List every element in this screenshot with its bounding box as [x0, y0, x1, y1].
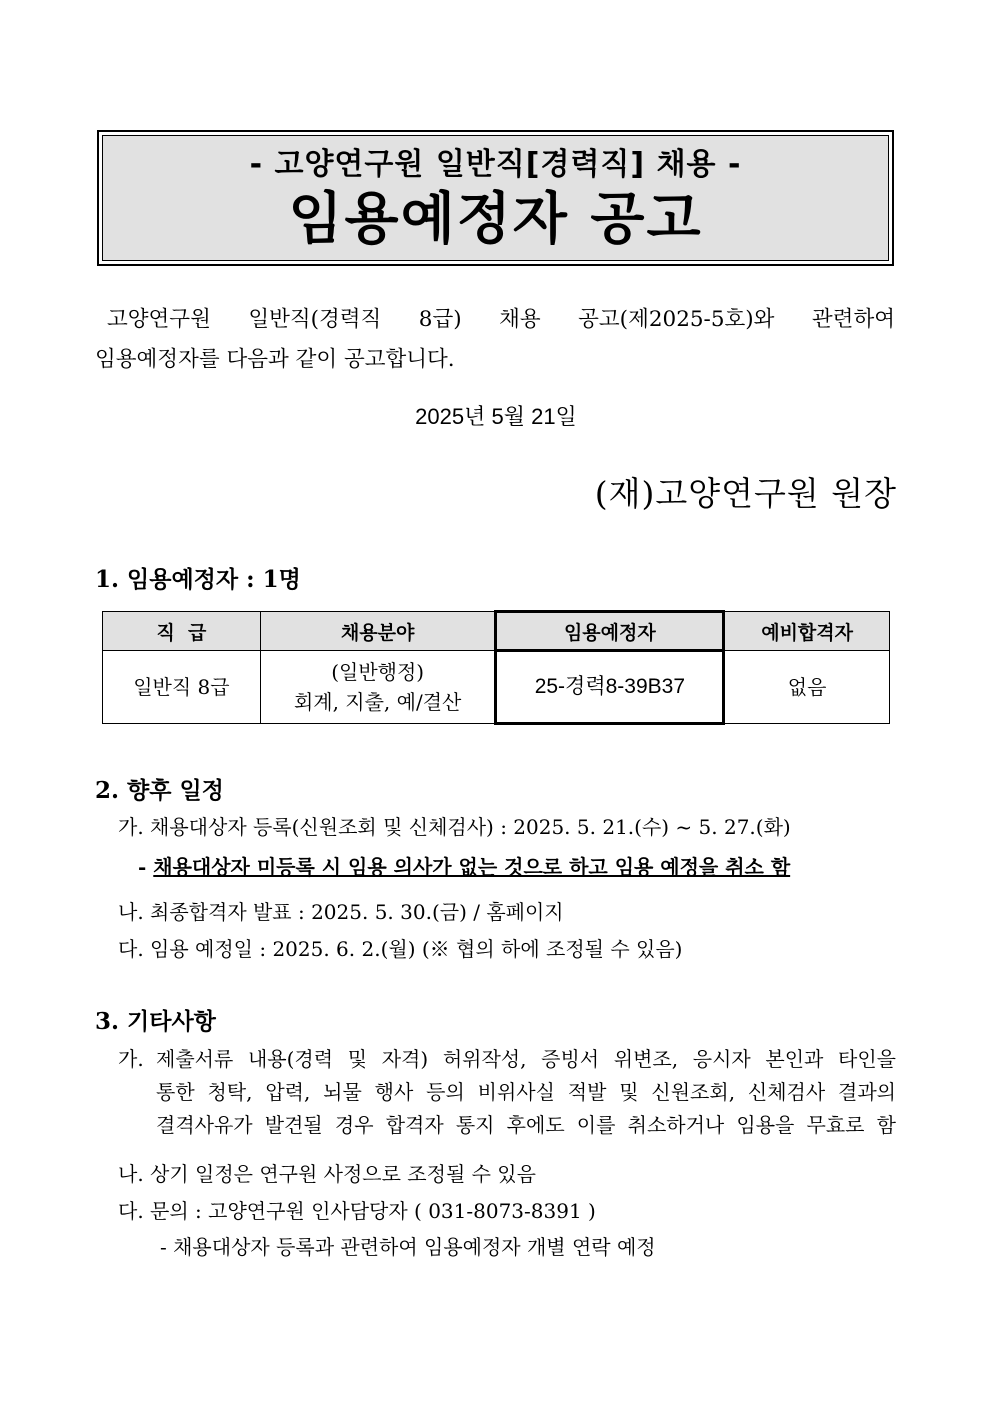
col-header-reserve: 예비합격자 — [724, 612, 890, 651]
title-box-inner — [102, 135, 889, 261]
section-3-heading: 3. 기타사항 — [95, 1008, 216, 1035]
appointee-table — [102, 610, 890, 725]
intro-line-1: 고양연구원 일반직(경력직 8급) 채용 공고(제2025-5호)와 관련하여 — [107, 307, 895, 332]
misc-item-a-line-3: 결격사유가 발견될 경우 합격자 통지 후에도 이를 취소하거나 임용을 무효로 함 — [156, 1113, 896, 1137]
notice-date: 2025년 5월 21일 — [415, 404, 577, 429]
schedule-item-b: 나. 최종합격자 발표 : 2025. 5. 30.(금) / 홈페이지 — [118, 900, 564, 924]
note-text: 채용대상자 미등록 시 임용 의사가 없는 것으로 하고 임용 예정을 취소 함 — [153, 855, 791, 879]
cell-appointee: 25-경력8-39B37 — [496, 651, 724, 724]
misc-item-a-body — [156, 1043, 896, 1142]
cell-grade: 일반직 8급 — [103, 651, 261, 724]
col-header-grade: 직 급 — [103, 612, 261, 651]
notice-subtitle: - 고양연구원 일반직[경력직] 채용 - — [249, 147, 742, 182]
schedule-item-c: 다. 임용 예정일 : 2025. 6. 2.(월) (※ 협의 하에 조정될 수 있음) — [118, 937, 683, 961]
misc-item-b: 나. 상기 일정은 연구원 사정으로 조정될 수 있음 — [118, 1162, 536, 1186]
misc-item-a-marker: 가. — [118, 1047, 144, 1071]
col-header-field: 채용분야 — [260, 612, 496, 651]
section-1-heading: 1. 임용예정자 : 1명 — [95, 566, 301, 593]
table-row — [103, 651, 890, 724]
misc-item-a-line-1: 제출서류 내용(경력 및 자격) 허위작성, 증빙서 위변조, 응시자 본인과 타인을 — [156, 1047, 896, 1071]
intro-line-2: 임용예정자를 다음과 같이 공고합니다. — [95, 347, 455, 372]
misc-item-c: 다. 문의 : 고양연구원 인사담당자 ( 031-8073-8391 ) — [118, 1199, 596, 1223]
signer: (재)고양연구원 원장 — [594, 474, 897, 513]
col-header-appointee: 임용예정자 — [496, 612, 724, 651]
cell-reserve: 없음 — [724, 651, 890, 724]
schedule-item-a: 가. 채용대상자 등록(신원조회 및 신체검사) : 2025. 5. 21.(수) ~ 5. 27.(화) — [118, 815, 791, 839]
section-2-heading: 2. 향후 일정 — [95, 777, 224, 804]
schedule-item-a-note — [138, 851, 790, 880]
table-header-row — [103, 612, 890, 651]
note-dash: - — [138, 855, 154, 879]
cell-field — [260, 651, 496, 724]
misc-item-a-line-2: 통한 청탁, 압력, 뇌물 행사 등의 비위사실 적발 및 신원조회, 신체검사 결과의 — [156, 1080, 896, 1104]
intro-paragraph — [95, 300, 895, 380]
cell-field-line-2: 회계, 지출, 예/결산 — [293, 690, 462, 714]
notice-title: 임용예정자 공고 — [288, 187, 703, 252]
title-box — [97, 130, 894, 266]
cell-field-line-1: (일반행정) — [331, 660, 425, 684]
misc-item-c-note: - 채용대상자 등록과 관련하여 임용예정자 개별 연락 예정 — [160, 1235, 656, 1259]
misc-item-a — [118, 1043, 896, 1142]
